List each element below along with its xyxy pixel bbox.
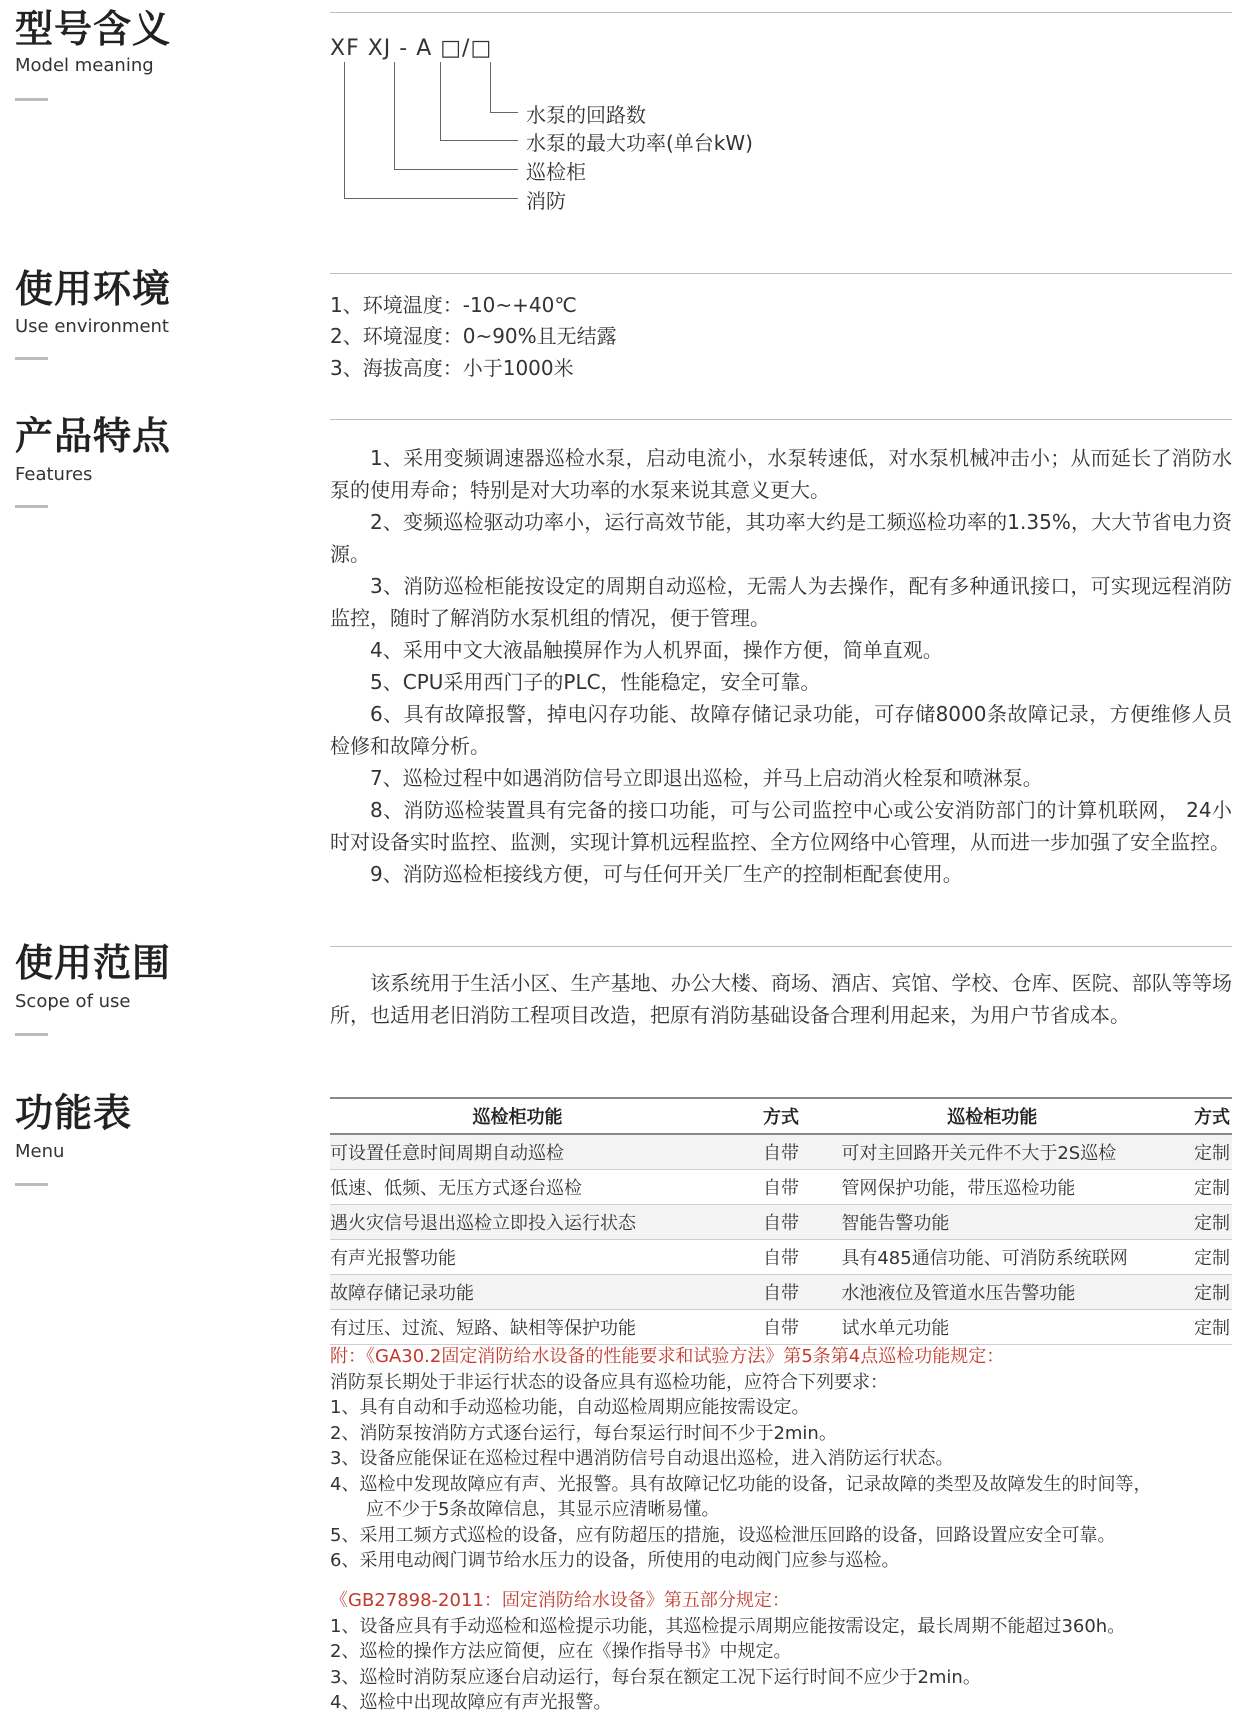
diagram-line (344, 198, 518, 199)
diagram-line (440, 140, 518, 141)
section-rule (330, 273, 1232, 274)
table-cell: 自带 (705, 1134, 803, 1170)
feature-item: 2、变频巡检驱动功率小，运行高效节能，其功率大约是工频巡检功率的1.35%，大大节省电力资源。 (330, 510, 1232, 566)
table-cell: 定制 (1181, 1170, 1232, 1205)
note-item: 5、采用工频方式巡检的设备，应有防超压的措施，设巡检泄压回路的设备，回路设置应安全可靠。 (330, 1524, 1116, 1546)
section-subtitle-model: Model meaning (15, 55, 154, 76)
table-cell: 自带 (705, 1240, 803, 1275)
table-header-row (330, 1098, 1232, 1134)
table-row (330, 1275, 1232, 1310)
model-label-power: 水泵的最大功率(单台kW) (526, 131, 753, 155)
table-row (330, 1240, 1232, 1275)
section-title-features: 产品特点 (15, 414, 172, 458)
section-dash (15, 357, 48, 360)
table-header: 方式 (705, 1098, 803, 1134)
section-title-model: 型号含义 (15, 7, 172, 51)
table-cell: 遇火灾信号退出巡检立即投入运行状态 (330, 1205, 705, 1240)
diagram-line (490, 112, 518, 113)
section-rule (330, 946, 1232, 947)
note-item: 6、采用电动阀门调节给水压力的设备，所使用的电动阀门应参与巡检。 (330, 1550, 900, 1571)
diagram-line (440, 62, 441, 140)
note-item: 1、设备应具有手动巡检和巡检提示功能，其巡检提示周期应能按需设定，最长周期不能超过360h。 (330, 1615, 1126, 1637)
model-label-circuits: 水泵的回路数 (526, 103, 646, 127)
note-ga30 (330, 1344, 1232, 1574)
note-item: 2、消防泵按消防方式逐台运行，每台泵运行时间不少于2min。 (330, 1422, 837, 1444)
diagram-line (394, 62, 395, 169)
note-intro: 消防泵长期处于非运行状态的设备应具有巡检功能，应符合下列要求： (330, 1371, 888, 1393)
feature-item: 4、采用中文大液晶触摸屏作为人机界面，操作方便，简单直观。 (370, 638, 943, 662)
table-cell: 故障存储记录功能 (330, 1275, 705, 1310)
section-subtitle-scope: Scope of use (15, 991, 131, 1012)
table-header: 巡检柜功能 (803, 1098, 1181, 1134)
feature-item: 8、消防巡检装置具有完备的接口功能，可与公司监控中心或公安消防部门的计算机联网， 24小时对设备实时监控、监测，实现计算机远程监控、全方位网络中心管理，从而进一步加强了安全监控。 (330, 798, 1232, 854)
diagram-line (394, 169, 518, 170)
table-header: 巡检柜功能 (330, 1098, 705, 1134)
note-item: 2、巡检的操作方法应简便，应在《操作指导书》中规定。 (330, 1641, 792, 1662)
env-humidity: 2、环境湿度：0~90%且无结露 (330, 324, 617, 348)
table-cell: 有声光报警功能 (330, 1240, 705, 1275)
feature-item: 5、CPU采用西门子的PLC，性能稳定，安全可靠。 (370, 670, 821, 694)
table-cell: 定制 (1181, 1134, 1232, 1170)
section-title-env: 使用环境 (15, 267, 172, 311)
section-subtitle-features: Features (15, 464, 93, 485)
table-row (330, 1205, 1232, 1240)
table-cell: 定制 (1181, 1240, 1232, 1275)
table-cell: 有过压、过流、短路、缺相等保护功能 (330, 1310, 705, 1345)
model-code: XF XJ - A □/□ (330, 36, 493, 61)
feature-item: 7、巡检过程中如遇消防信号立即退出巡检，并马上启动消火栓泵和喷淋泵。 (370, 766, 1043, 790)
table-cell: 具有485通信功能、可消防系统联网 (803, 1240, 1181, 1275)
note-item: 4、巡检中出现故障应有声光报警。 (330, 1692, 612, 1713)
section-dash (15, 505, 48, 508)
table-cell: 试水单元功能 (803, 1310, 1181, 1345)
note-title: 《GB27898-2011：固定消防给水设备》第五部分规定： (330, 1590, 790, 1611)
table-header: 方式 (1181, 1098, 1232, 1134)
section-subtitle-menu: Menu (15, 1141, 65, 1162)
table-cell: 定制 (1181, 1310, 1232, 1345)
table-cell: 可设置任意时间周期自动巡检 (330, 1134, 705, 1170)
section-title-scope: 使用范围 (15, 941, 172, 985)
function-table (330, 1097, 1232, 1345)
env-temperature: 1、环境温度：-10~+40℃ (330, 293, 577, 317)
table-row (330, 1134, 1232, 1170)
table-cell: 定制 (1181, 1275, 1232, 1310)
table-row (330, 1170, 1232, 1205)
table-cell: 管网保护功能，带压巡检功能 (803, 1170, 1181, 1205)
features-list (330, 442, 1232, 890)
top-rule (330, 12, 1232, 13)
section-dash (15, 1033, 48, 1036)
table-cell: 自带 (705, 1275, 803, 1310)
section-dash (15, 1183, 48, 1186)
feature-item: 3、消防巡检柜能按设定的周期自动巡检，无需人为去操作，配有多种通讯接口，可实现远程消防监控，随时了解消防水泵机组的情况，便于管理。 (330, 574, 1232, 630)
model-label-cabinet: 巡检柜 (526, 160, 586, 184)
table-cell: 智能告警功能 (803, 1205, 1181, 1240)
table-cell: 低速、低频、无压方式逐台巡检 (330, 1170, 705, 1205)
feature-item: 9、消防巡检柜接线方便，可与任何开关厂生产的控制柜配套使用。 (370, 862, 963, 886)
note-item: 应不少于5条故障信息，其显示应清晰易懂。 (366, 1499, 720, 1520)
diagram-line (490, 62, 491, 112)
table-cell: 可对主回路开关元件不大于2S巡检 (803, 1134, 1181, 1170)
note-gb27898 (330, 1588, 1232, 1716)
feature-item: 6、具有故障报警，掉电闪存功能、故障存储记录功能，可存储8000条故障记录，方便维修人员检修和故障分析。 (330, 702, 1232, 758)
table-row (330, 1310, 1232, 1345)
note-title: 附：《GA30.2固定消防给水设备的性能要求和试验方法》第5条第4点巡检功能规定： (330, 1346, 1005, 1367)
table-cell: 自带 (705, 1205, 803, 1240)
model-label-fire: 消防 (526, 189, 566, 213)
scope-paragraph: 该系统用于生活小区、生产基地、办公大楼、商场、酒店、宾馆、学校、仓库、医院、部队等等场所，也适用老旧消防工程项目改造，把原有消防基础设备合理利用起来，为用户节省成本。 (330, 971, 1232, 1027)
table-cell: 定制 (1181, 1205, 1232, 1240)
table-cell: 水池液位及管道水压告警功能 (803, 1275, 1181, 1310)
env-altitude: 3、海拔高度：小于1000米 (330, 356, 574, 380)
note-item: 3、巡检时消防泵应逐台启动运行，每台泵在额定工况下运行时间不应少于2min。 (330, 1666, 981, 1688)
note-item: 1、具有自动和手动巡检功能，自动巡检周期应能按需设定。 (330, 1397, 810, 1418)
note-item: 4、巡检中发现故障应有声、光报警。具有故障记忆功能的设备，记录故障的类型及故障发生的时间等， (330, 1473, 1152, 1495)
section-dash (15, 98, 48, 101)
section-rule (330, 419, 1232, 420)
note-item: 3、设备应能保证在巡检过程中遇消防信号自动退出巡检，进入消防运行状态。 (330, 1448, 954, 1469)
table-cell: 自带 (705, 1310, 803, 1345)
diagram-line (344, 62, 345, 198)
feature-item: 1、采用变频调速器巡检水泵，启动电流小，水泵转速低，对水泵机械冲击小；从而延长了消防水泵的使用寿命；特别是对大功率的水泵来说其意义更大。 (330, 446, 1232, 502)
table-cell: 自带 (705, 1170, 803, 1205)
scope-text (330, 967, 1232, 1031)
section-title-menu: 功能表 (15, 1091, 133, 1135)
section-subtitle-env: Use environment (15, 316, 169, 337)
